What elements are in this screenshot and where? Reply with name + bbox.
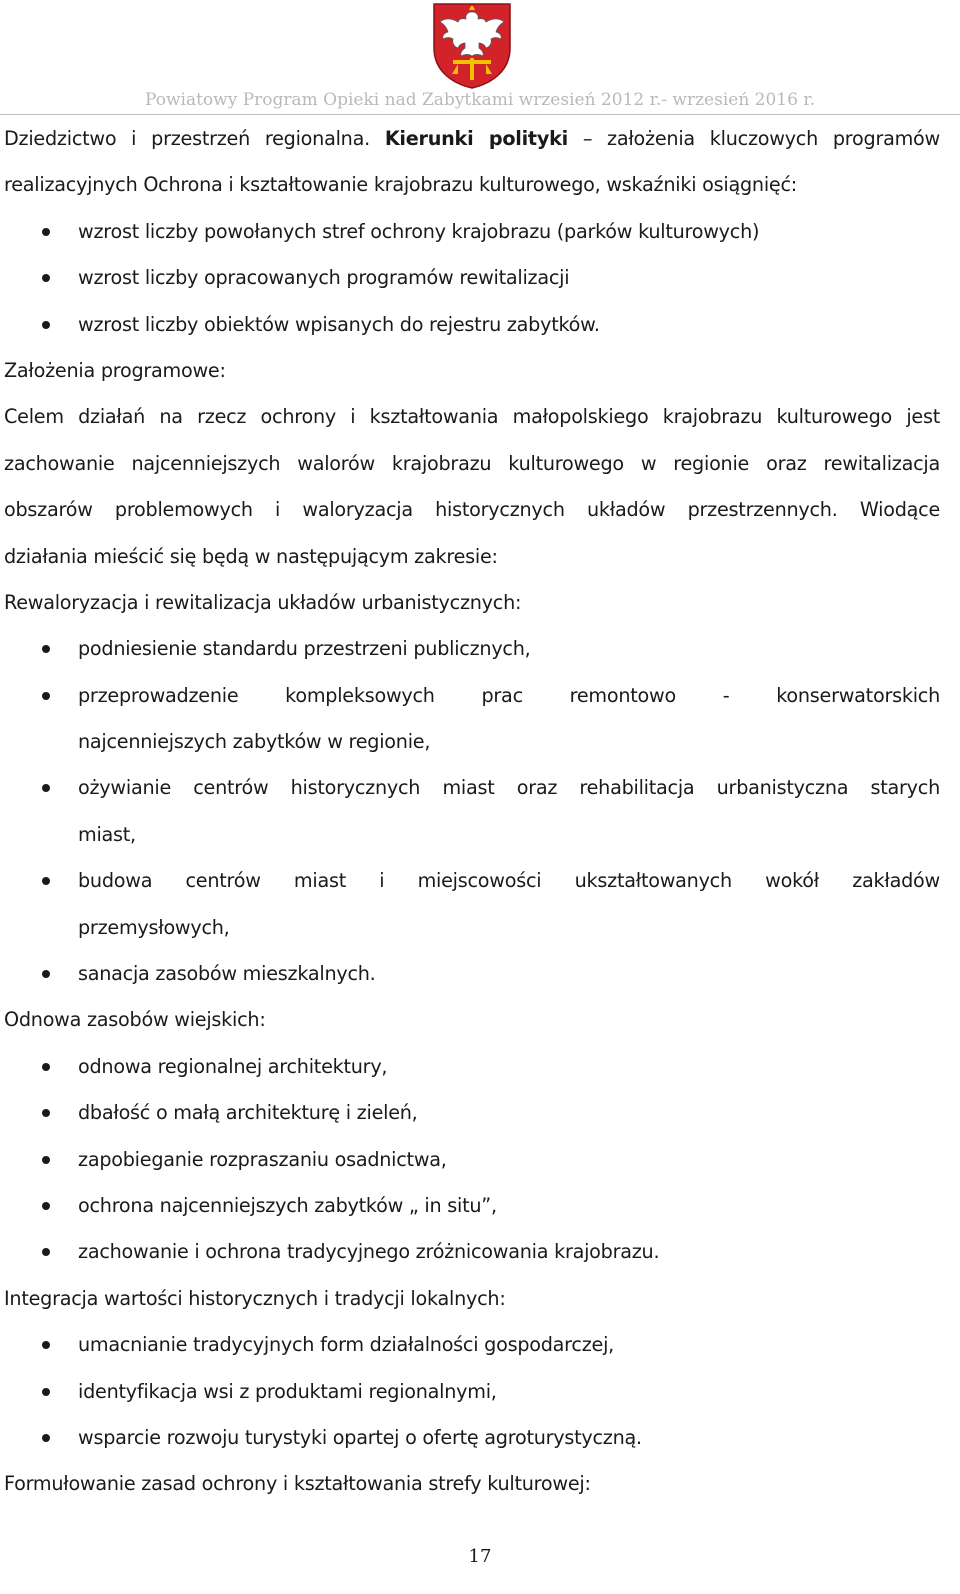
list-item: ochrona najcenniejszych zabytków „ in situ”, [4, 1183, 940, 1229]
intro-text-cont: – założenia kluczowych programów [582, 127, 940, 150]
list-item: dbałość o małą architekturę i zieleń, [4, 1090, 940, 1136]
list-item: zachowanie i ochrona tradycyjnego zróżnicowania krajobrazu. [4, 1229, 940, 1275]
program-line: obszarów problemowych i waloryzacja historycznych układów przestrzennych. Wiodące [4, 498, 940, 522]
list-item: budowa centrów miast i miejscowości ukształtowanych wokół zakładów [4, 858, 940, 904]
program-line: działania mieścić się będą w następującym zakresie: [4, 544, 498, 568]
list-item-continuation: miast, [78, 822, 136, 846]
rural-list [4, 1044, 940, 1276]
page-number: 17 [468, 1546, 492, 1567]
intro-line-2: realizacyjnych Ochrona i kształtowanie krajobrazu kulturowego, wskaźniki osiągnięć: [4, 173, 797, 197]
list-item: odnowa regionalnej architektury, [4, 1044, 940, 1090]
list-item: wzrost liczby obiektów wpisanych do rejestru zabytków. [4, 302, 940, 348]
page-header [0, 0, 960, 118]
indicator-list [4, 209, 940, 348]
integration-list [4, 1322, 940, 1461]
list-item: podniesienie standardu przestrzeni publicznych, [4, 626, 940, 672]
urban-list [4, 626, 940, 997]
intro-bold-term: Kierunki polityki [384, 127, 568, 150]
list-item-continuation: najcenniejszych zabytków w regionie, [78, 730, 431, 754]
list-item: ożywianie centrów historycznych miast oraz rehabilitacja urbanistyczna starych [4, 765, 940, 811]
section-heading-rural: Odnowa zasobów wiejskich: [4, 1008, 266, 1032]
list-item: identyfikacja wsi z produktami regionalnymi, [4, 1369, 940, 1415]
intro-line-1 [4, 116, 940, 162]
list-item: wsparcie rozwoju turystyki opartej o ofertę agroturystyczną. [4, 1415, 940, 1461]
header-divider [0, 114, 960, 115]
coat-of-arms-icon [432, 2, 512, 90]
program-heading: Założenia programowe: [4, 358, 226, 382]
document-body [4, 116, 940, 1508]
list-item: przeprowadzenie kompleksowych prac remontowo - konserwatorskich [4, 673, 940, 719]
list-item: zapobieganie rozpraszaniu osadnictwa, [4, 1137, 940, 1183]
list-item: umacnianie tradycyjnych form działalności gospodarczej, [4, 1322, 940, 1368]
list-item: wzrost liczby powołanych stref ochrony krajobrazu (parków kulturowych) [4, 209, 940, 255]
list-item: sanacja zasobów mieszkalnych. [4, 951, 940, 997]
program-line: Celem działań na rzecz ochrony i kształtowania małopolskiego krajobrazu kulturowego jest [4, 405, 940, 429]
intro-text: Dziedzictwo i przestrzeń regionalna. [4, 127, 370, 150]
closing-heading: Formułowanie zasad ochrony i kształtowania strefy kulturowej: [4, 1472, 591, 1496]
header-title: Powiatowy Program Opieki nad Zabytkami wrzesień 2012 r.- wrzesień 2016 r. [144, 90, 816, 110]
list-item: wzrost liczby opracowanych programów rewitalizacji [4, 255, 940, 301]
list-item-continuation: przemysłowych, [78, 915, 230, 939]
program-line: zachowanie najcenniejszych walorów krajobrazu kulturowego w regionie oraz rewitalizacja [4, 451, 940, 475]
section-heading-urban: Rewaloryzacja i rewitalizacja układów urbanistycznych: [4, 590, 522, 614]
section-heading-integration: Integracja wartości historycznych i tradycji lokalnych: [4, 1286, 506, 1310]
